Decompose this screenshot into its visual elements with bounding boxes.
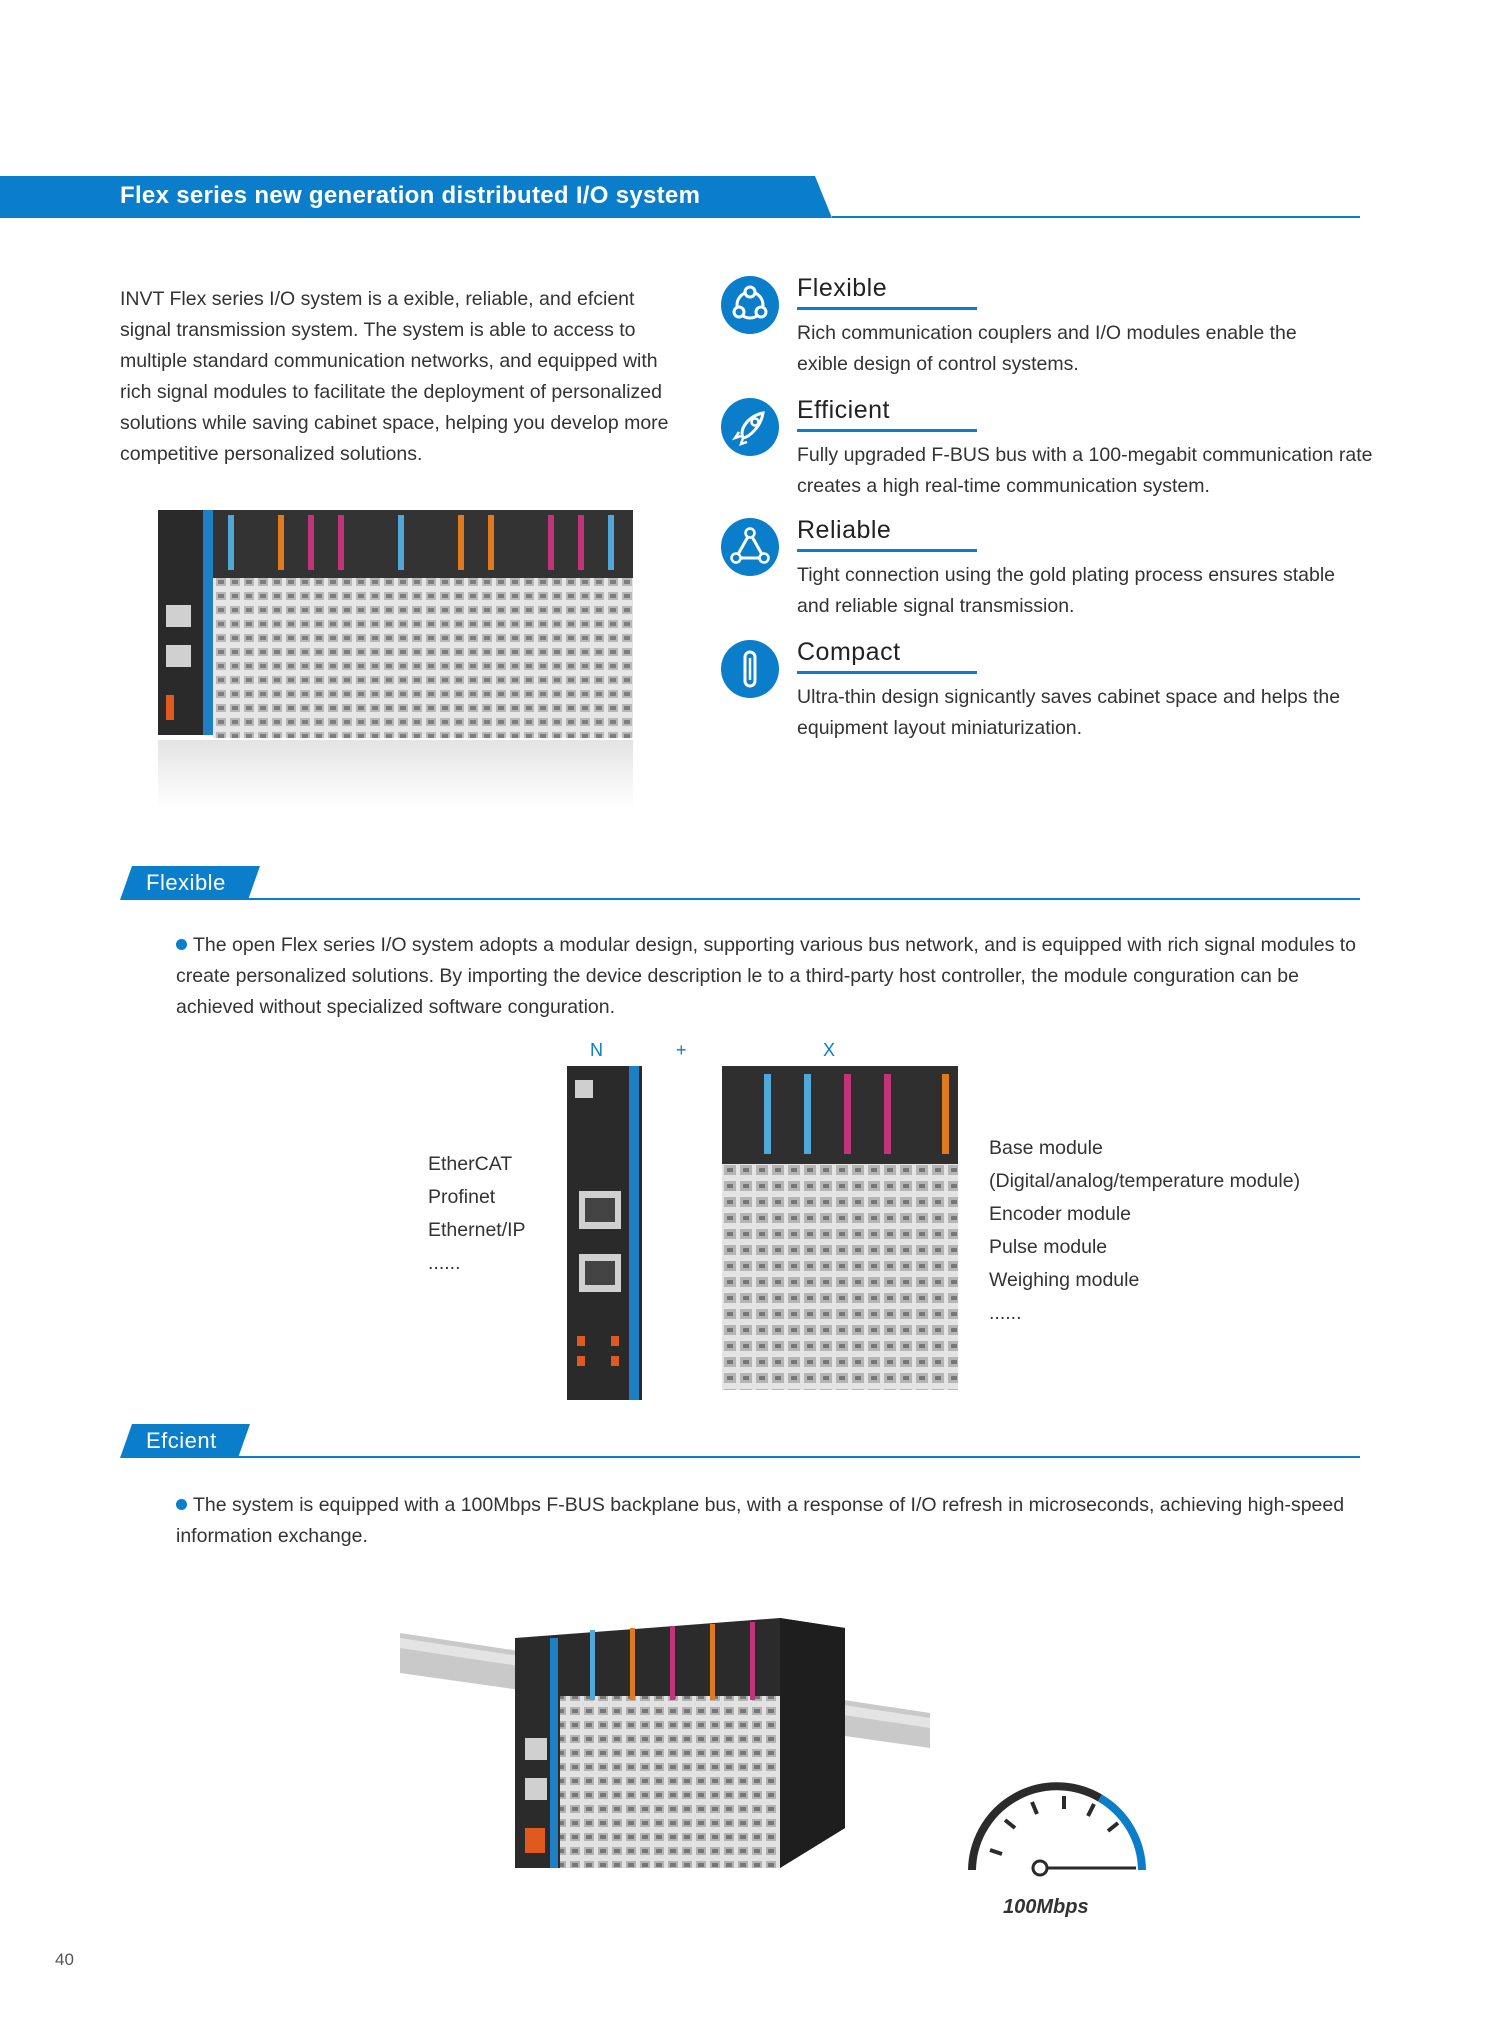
network-list bbox=[428, 1148, 526, 1280]
module-item: Pulse module bbox=[989, 1236, 1108, 1258]
label-x: X bbox=[823, 1040, 836, 1060]
label-n: N bbox=[590, 1040, 603, 1060]
feature-underline bbox=[797, 429, 977, 432]
module-item: Base module bbox=[989, 1137, 1103, 1159]
section-rule bbox=[248, 898, 1360, 900]
network-nodes-icon bbox=[721, 276, 779, 334]
network-item: ...... bbox=[428, 1252, 461, 1274]
speed-gauge-icon bbox=[960, 1770, 1150, 1880]
feature-title-reliable: Reliable bbox=[797, 516, 892, 544]
module-item: Encoder module bbox=[989, 1203, 1132, 1225]
section-flexible-body: The open Flex series I/O system adopts a modular design, supporting various bus network, and is equipped with rich signal modules to create personalized solutions. By importing the device description le to a third-party host controller, the module conguration can be achieved without specialized software conguration. bbox=[176, 934, 1357, 1018]
feature-title-flexible: Flexible bbox=[797, 274, 888, 302]
feature-underline bbox=[797, 671, 977, 674]
gauge-label: 100Mbps bbox=[1003, 1896, 1089, 1918]
io-modules-image bbox=[722, 1066, 958, 1400]
din-rail-assembly-image bbox=[400, 1578, 930, 1878]
module-item: ...... bbox=[989, 1302, 1022, 1324]
section-rule bbox=[238, 1456, 1360, 1458]
module-item: Weighing module bbox=[989, 1269, 1140, 1291]
section-efficient-text bbox=[176, 1490, 1346, 1552]
section-tab-efficient-label: Efcient bbox=[146, 1428, 217, 1453]
section-flexible-text bbox=[176, 930, 1366, 1023]
product-rack-image bbox=[158, 505, 638, 815]
network-item: Profinet bbox=[428, 1186, 496, 1208]
page-title: Flex series new generation distributed I/O system bbox=[120, 182, 701, 209]
module-item: (Digital/analog/temperature module) bbox=[989, 1170, 1301, 1192]
coupler-image bbox=[567, 1066, 647, 1400]
network-item: EtherCAT bbox=[428, 1153, 513, 1175]
feature-underline bbox=[797, 307, 977, 310]
section-efficient-body: The system is equipped with a 100Mbps F-BUS backplane bus, with a response of I/O refresh in microseconds, achieving high-speed information exchange. bbox=[176, 1494, 1345, 1547]
feature-desc-flexible: Rich communication couplers and I/O modules enable the exible design of control systems. bbox=[797, 322, 1297, 375]
network-item: Ethernet/IP bbox=[428, 1219, 526, 1241]
feature-underline bbox=[797, 549, 977, 552]
feature-desc-reliable: Tight connection using the gold plating process ensures stable and reliable signal transmission. bbox=[797, 564, 1336, 617]
slim-module-icon bbox=[721, 640, 779, 698]
module-list bbox=[989, 1132, 1300, 1330]
feature-desc-efficient: Fully upgraded F-BUS bus with a 100-megabit communication rate creates a high real-time communication system. bbox=[797, 444, 1373, 497]
label-plus: + bbox=[676, 1040, 687, 1060]
feature-title-compact: Compact bbox=[797, 638, 901, 666]
feature-title-efficient: Efficient bbox=[797, 396, 890, 424]
triangle-nodes-icon bbox=[721, 518, 779, 576]
bullet-dot bbox=[176, 939, 187, 950]
feature-desc-compact: Ultra-thin design signicantly saves cabinet space and helps the equipment layout miniaturization. bbox=[797, 686, 1341, 739]
intro-paragraph: INVT Flex series I/O system is a exible, reliable, and efcient signal transmission system. The system is able to access to multiple standard communication networks, and equipped with rich signal modules to facilitate the deployment of personalized solutions while saving cabinet space, helping you develop more competitive personalized solutions. bbox=[120, 288, 669, 465]
header-rule bbox=[832, 216, 1360, 218]
bullet-dot bbox=[176, 1499, 187, 1510]
section-tab-flexible-label: Flexible bbox=[146, 870, 226, 895]
page-number: 40 bbox=[55, 1950, 74, 1969]
rocket-icon bbox=[721, 398, 779, 456]
